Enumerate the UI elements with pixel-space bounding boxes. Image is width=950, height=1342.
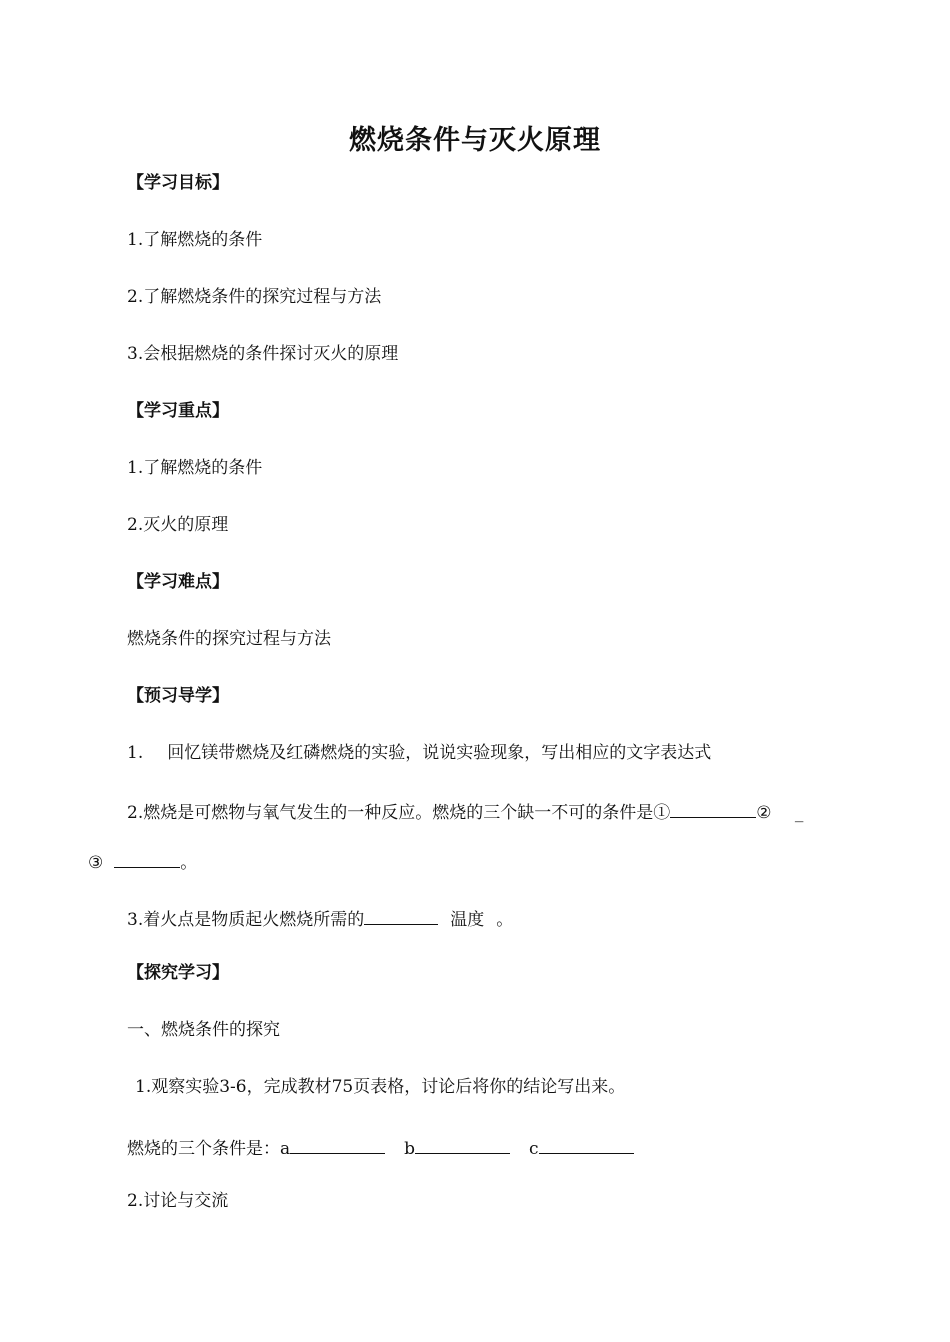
label-b: b [404,1139,416,1159]
question-text: 3.着火点是物质起火燃烧所需的 [127,910,365,930]
preview-question-2-cont [88,849,197,874]
blank-condition-b[interactable] [415,1135,510,1154]
difficulties-heading: 【学习难点】 [127,572,229,592]
blank-condition-3[interactable] [114,849,180,868]
sentence-end: 。 [180,853,198,873]
blank-tail: _ [794,803,804,823]
goals-heading: 【学习目标】 [127,173,229,193]
blank-condition-c[interactable] [539,1135,634,1154]
explore-item-2: 2.讨论与交流 [127,1191,229,1211]
page-title: 燃烧条件与灭火原理 [349,125,601,156]
label-c: c [529,1139,539,1159]
preview-heading: 【预习导学】 [127,686,229,706]
key-points-heading: 【学习重点】 [127,401,229,421]
preview-question-2 [127,799,803,824]
explore-item-1: 1.观察实验3-6，完成教材75页表格，讨论后将你的结论写出来。 [135,1077,626,1097]
blank-condition-a[interactable] [290,1135,385,1154]
circle-mark-2: ② [756,803,772,823]
key-point-item-2: 2.灭火的原理 [127,515,229,535]
difficulty-item-1: 燃烧条件的探究过程与方法 [127,629,331,649]
explore-section-1: 一、燃烧条件的探究 [127,1020,280,1040]
explore-heading: 【探究学习】 [127,963,229,983]
goal-item-1: 1.了解燃烧的条件 [127,230,263,250]
question-number: 1. [127,743,144,763]
question-text: 2.燃烧是可燃物与氧气发生的一种反应。燃烧的三个缺一不可的条件是① [127,803,671,823]
blank-ignition[interactable] [364,906,438,925]
sentence-end: 。 [496,910,514,930]
circle-mark-3: ③ [88,853,104,873]
key-point-item-1: 1.了解燃烧的条件 [127,458,263,478]
question-text: 回忆镁带燃烧及红磷燃烧的实验，说说实验现象，写出相应的文字表达式 [167,743,712,763]
conditions-label: 燃烧的三个条件是：a [127,1139,291,1159]
conditions-line [127,1135,634,1160]
goal-item-2: 2.了解燃烧条件的探究过程与方法 [127,287,382,307]
preview-question-1 [127,742,711,764]
goal-item-3: 3.会根据燃烧的条件探讨灭火的原理 [127,344,399,364]
blank-condition-1[interactable] [670,799,756,818]
answer-word: 温度 [450,910,485,930]
preview-question-3 [127,906,513,931]
